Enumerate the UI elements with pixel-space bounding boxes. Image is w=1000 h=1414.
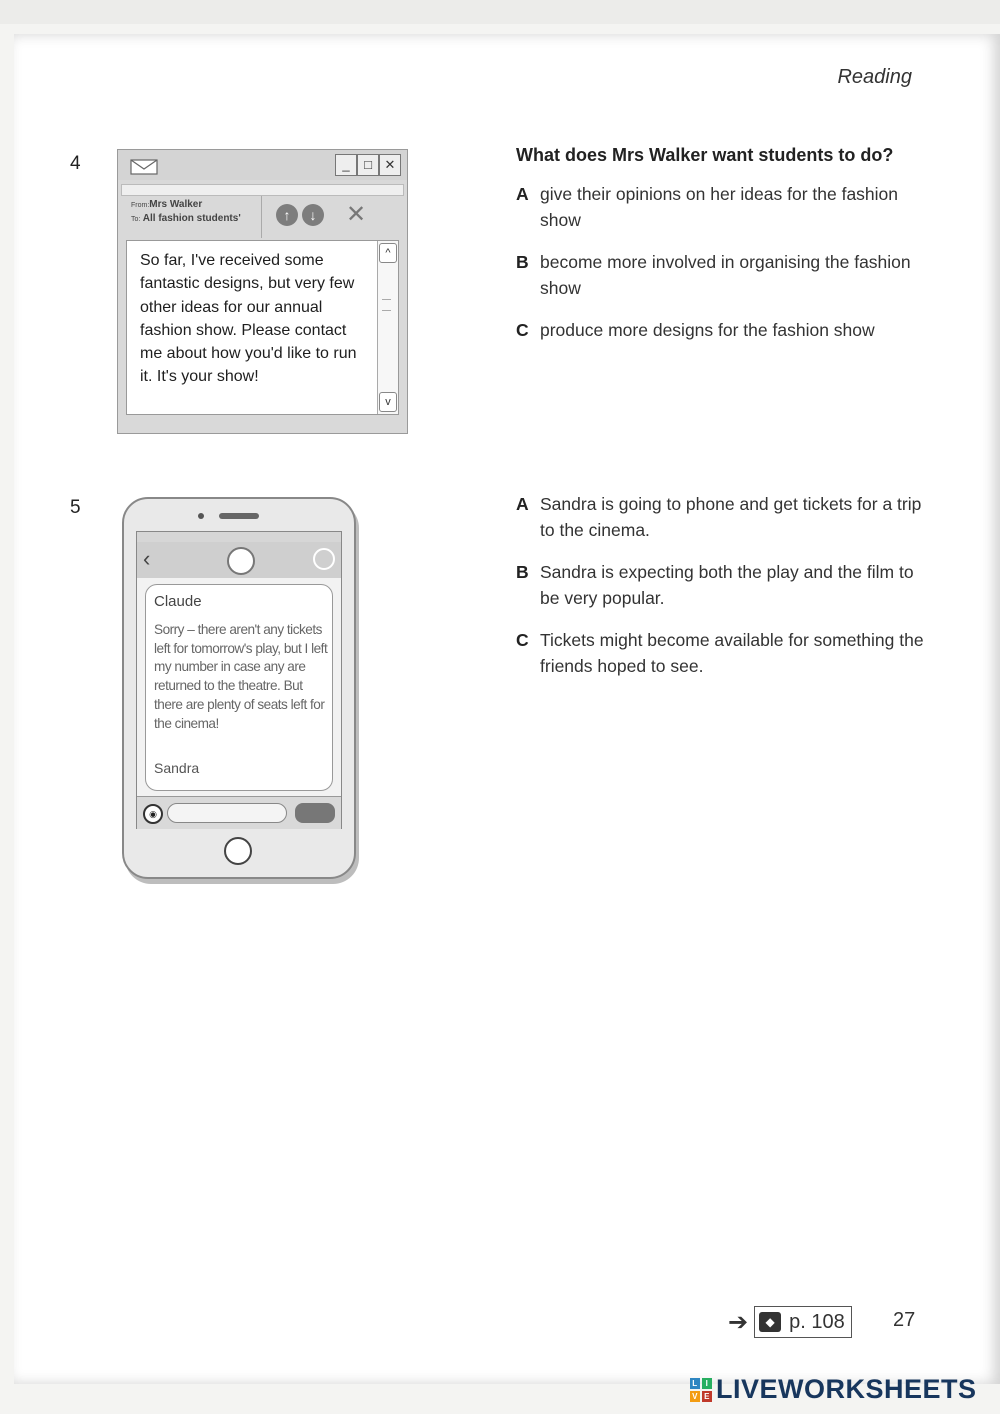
q4-option-b[interactable]: B become more involved in organising the fashion show (516, 252, 911, 298)
front-camera-icon (198, 513, 204, 519)
phone-illustration (122, 497, 356, 879)
reference-box (754, 1306, 852, 1338)
close-window-icon[interactable]: ✕ (379, 154, 401, 176)
email-from: From:Mrs Walker (131, 199, 203, 210)
arrow-down-icon[interactable]: ↓ (302, 204, 324, 226)
sms-signature: Sandra (154, 760, 200, 776)
arrow-right-icon: ➔ (728, 1308, 749, 1336)
email-body (126, 240, 399, 415)
options-circle-icon[interactable] (313, 548, 335, 570)
section-title: Reading (837, 66, 912, 88)
brand-logo-icon: L I V E (690, 1378, 712, 1402)
page-reference (728, 1306, 852, 1338)
brand-text: LIVEWORKSHEETS (716, 1374, 977, 1404)
send-button[interactable] (295, 803, 335, 823)
envelope-icon (130, 159, 158, 180)
sms-recipient: Claude (154, 593, 202, 610)
scroll-thumb[interactable] (382, 299, 391, 311)
email-address-bar (121, 184, 404, 196)
q4-option-a[interactable]: A give their opinions on her ideas for the fashion show (516, 184, 899, 230)
email-header (121, 196, 402, 238)
home-button[interactable] (224, 837, 252, 865)
question-4-text: What does Mrs Walker want students to do? (516, 145, 894, 165)
email-titlebar (118, 150, 407, 180)
email-message: So far, I've received some fantastic designs, but very few other ideas for our annual fashion show. Please contact me about how you'd like to run it. It's your show! (140, 252, 357, 386)
phone-screen (136, 531, 342, 829)
minimize-icon[interactable]: _ (335, 154, 357, 176)
delete-x-icon[interactable]: ✕ (346, 201, 367, 228)
scroll-up-icon[interactable]: ^ (379, 243, 397, 263)
arrow-up-icon[interactable]: ↑ (276, 204, 298, 226)
top-strip (0, 0, 1000, 24)
question-4-options (516, 181, 936, 359)
email-window (117, 149, 408, 434)
q4-option-c[interactable]: C produce more designs for the fashion show (516, 320, 875, 340)
scrollbar[interactable] (377, 241, 398, 414)
page-number: 27 (893, 1309, 916, 1331)
reference-text: p. 108 (789, 1310, 845, 1333)
question-5-number: 5 (70, 497, 81, 518)
status-bar (137, 532, 341, 542)
sms-message: Sorry – there aren't any tickets left for tomorrow's play, but I left my number in case any are returned to the theatre. But there are plenty of seats left for the cinema! (154, 622, 328, 731)
sms-bubble (145, 584, 333, 791)
scroll-down-icon[interactable]: v (379, 392, 397, 412)
sms-input-field[interactable] (167, 803, 287, 823)
maximize-icon[interactable]: □ (357, 154, 379, 176)
speaker-icon (219, 513, 259, 519)
sms-input-row (137, 796, 341, 829)
camera-icon[interactable]: ◉ (143, 804, 163, 824)
q5-option-c[interactable]: C Tickets might become available for something the friends hoped to see. (516, 630, 924, 676)
back-chevron-icon[interactable]: ‹ (143, 546, 151, 571)
question-5-options (516, 491, 936, 695)
q5-option-a[interactable]: A Sandra is going to phone and get tickets for a trip to the cinema. (516, 494, 922, 540)
avatar (227, 547, 255, 575)
question-4-number: 4 (70, 153, 81, 174)
chat-navbar (137, 542, 341, 578)
email-to: To: All fashion students' (131, 213, 241, 224)
speech-bubble-icon: ◆ (759, 1312, 781, 1332)
liveworksheets-logo (690, 1374, 977, 1405)
q5-option-b[interactable]: B Sandra is expecting both the play and the film to be very popular. (516, 562, 914, 608)
